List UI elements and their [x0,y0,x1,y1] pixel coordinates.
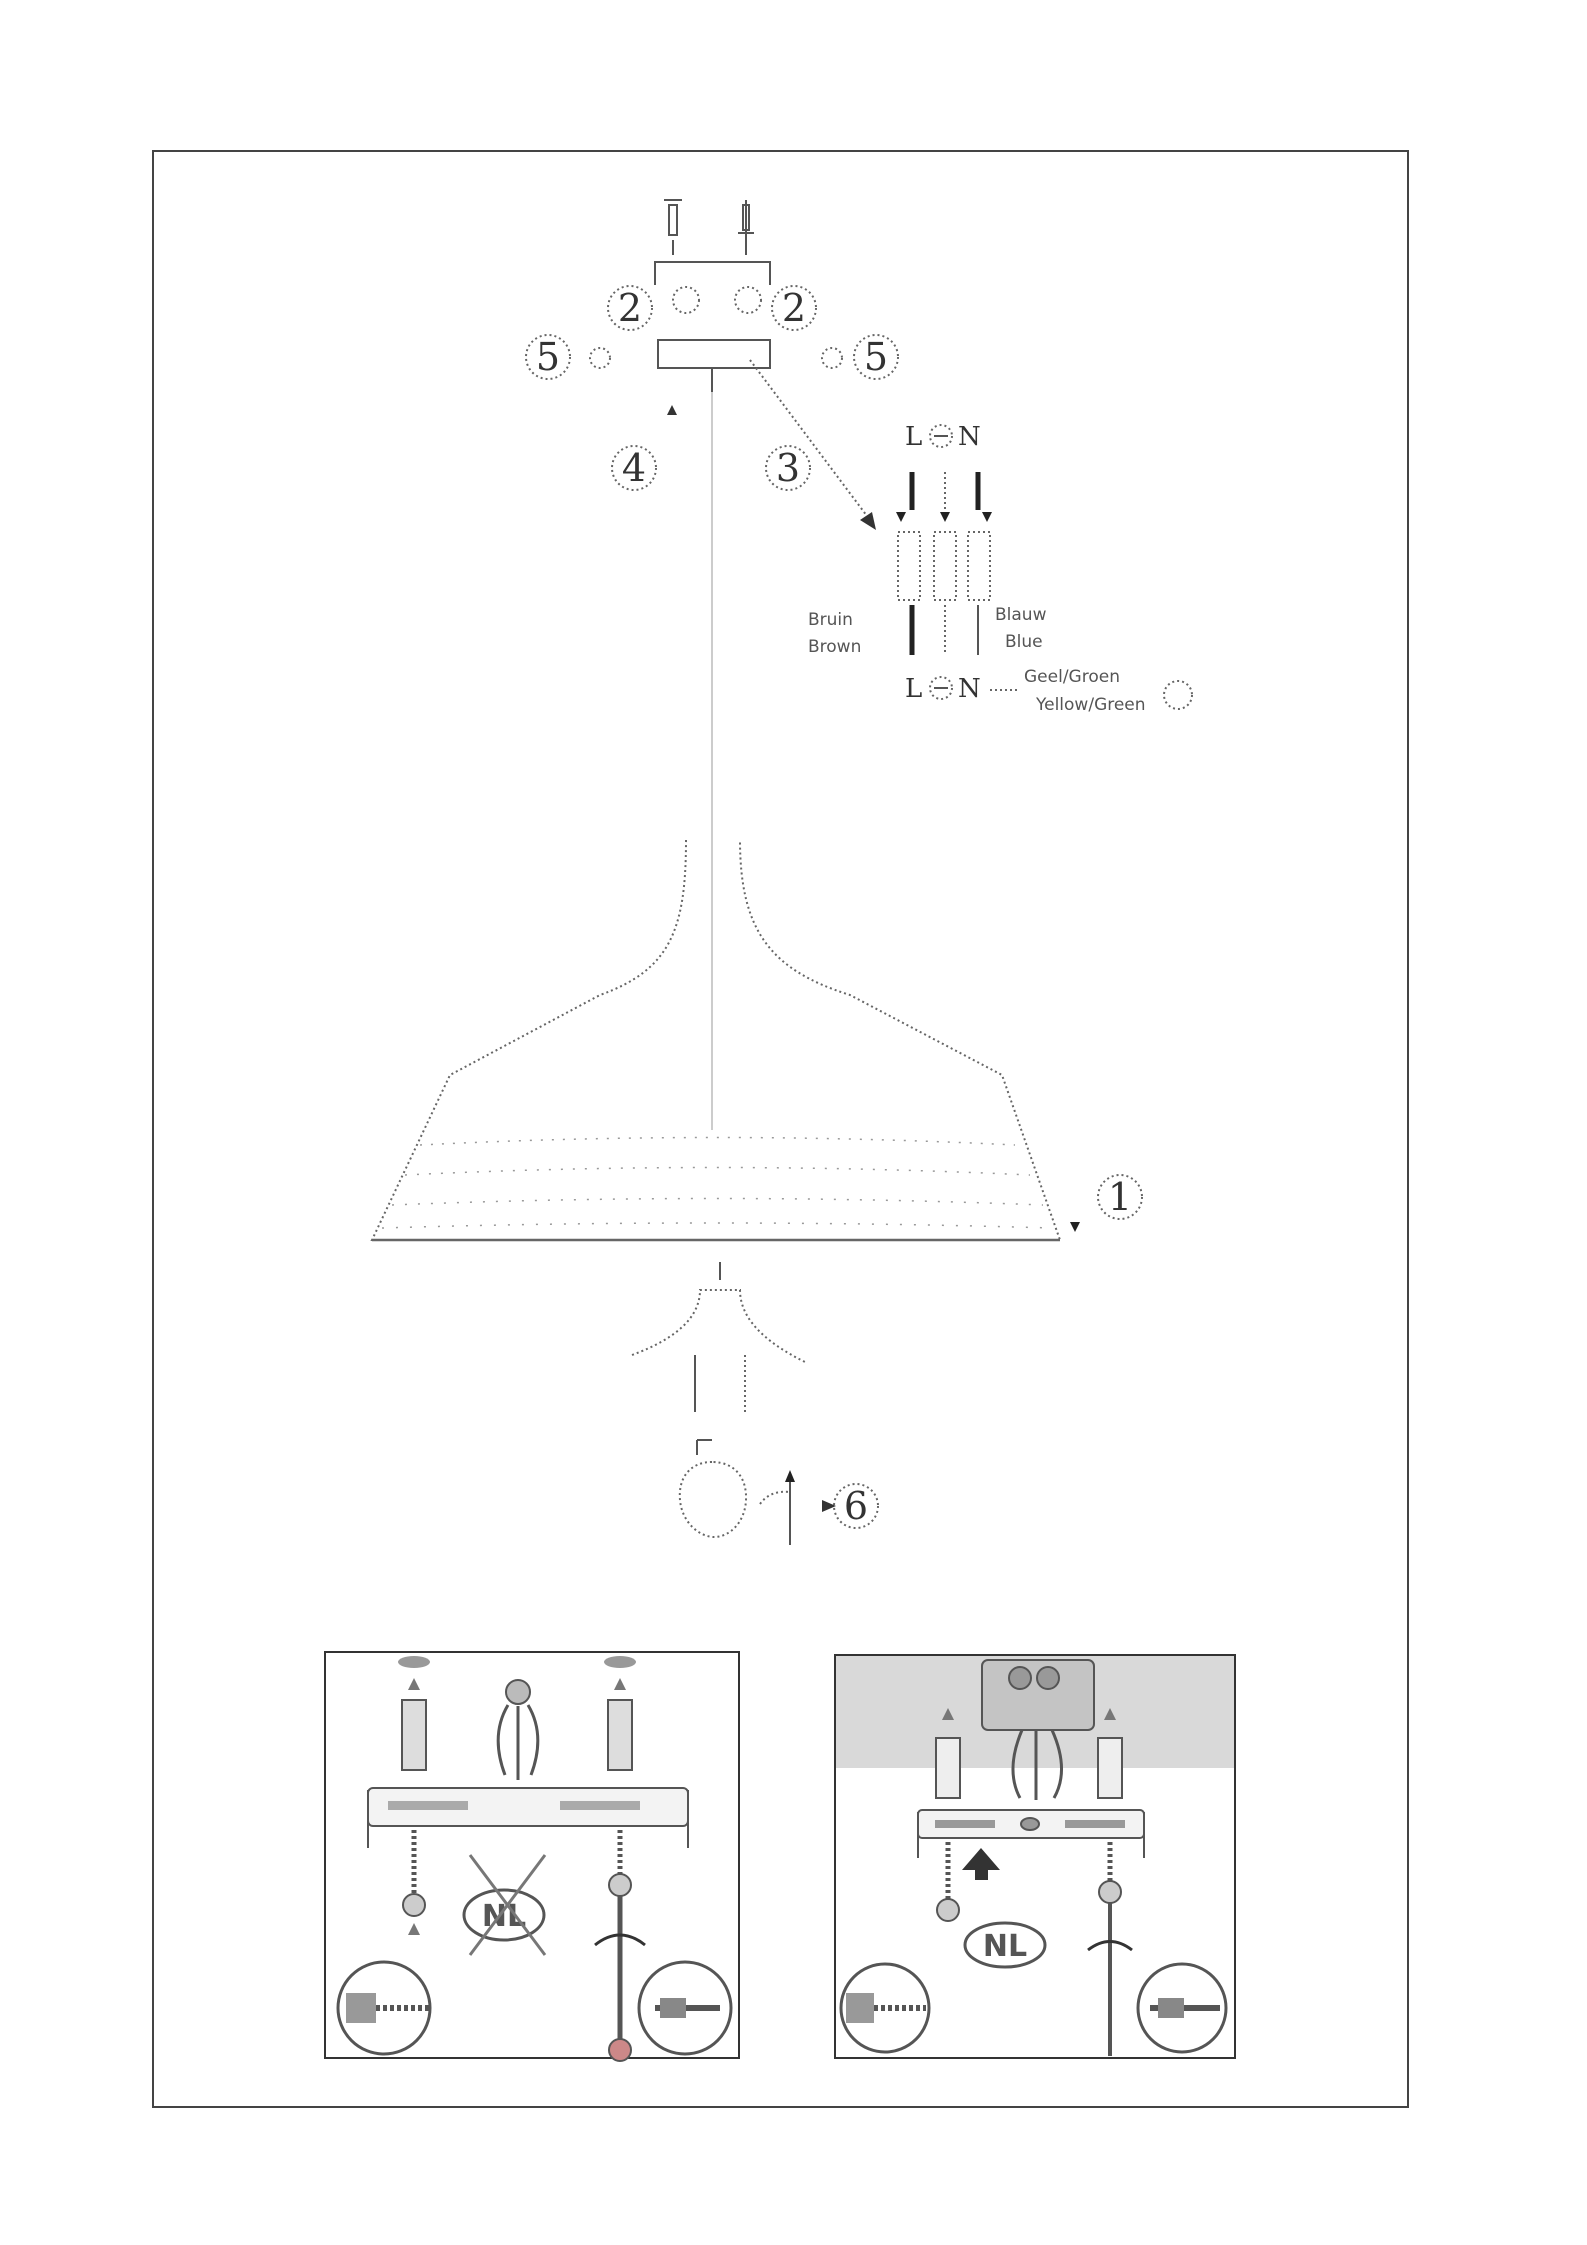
nl-badge-right-text: NL [982,1929,1028,1964]
wiring-block [808,422,1192,715]
callout-6 [834,1484,878,1528]
callout-3 [766,446,810,490]
wire-label-l-top: L [905,422,923,452]
svg-text:5: 5 [863,335,889,379]
callout-5-left [526,335,570,379]
wire-label-l-bottom: L [905,674,923,704]
wire-label-n-bottom: N [958,674,981,704]
brown-label-nl: Bruin [808,610,853,630]
svg-text:2: 2 [617,286,643,330]
blue-label-nl: Blauw [995,605,1047,625]
callout-2-right [772,286,816,330]
callout-1 [1098,1175,1142,1219]
canopy-bracket [590,262,842,415]
svg-text:2: 2 [781,286,807,330]
lamp-shade [372,840,1080,1240]
earth-label-nl: Geel/Groen [1024,667,1120,687]
earth-label-en: Yellow/Green [1036,695,1146,715]
earth-symbol-icon [1164,681,1192,709]
svg-text:5: 5 [535,335,561,379]
svg-text:4: 4 [621,446,647,490]
top-screws [664,200,754,255]
brown-label-en: Brown [808,637,862,657]
wiring-pointer-arrowhead [860,512,876,530]
svg-text:3: 3 [775,446,801,490]
wiring-pointer-line [750,360,870,520]
svg-text:6: 6 [843,1484,869,1528]
blue-label-en: Blue [1005,632,1043,652]
callout-5-right [854,335,898,379]
wire-label-n-top: N [958,422,981,452]
callout-2-left [608,286,652,330]
callout-4 [612,446,656,490]
lamp-socket [632,1262,805,1412]
nl-badge-left-text: NL [481,1899,527,1934]
svg-text:1: 1 [1107,1175,1133,1219]
mounting-panel-right [835,1655,1235,2058]
mounting-panel-left [325,1652,739,2061]
light-bulb [680,1440,836,1545]
